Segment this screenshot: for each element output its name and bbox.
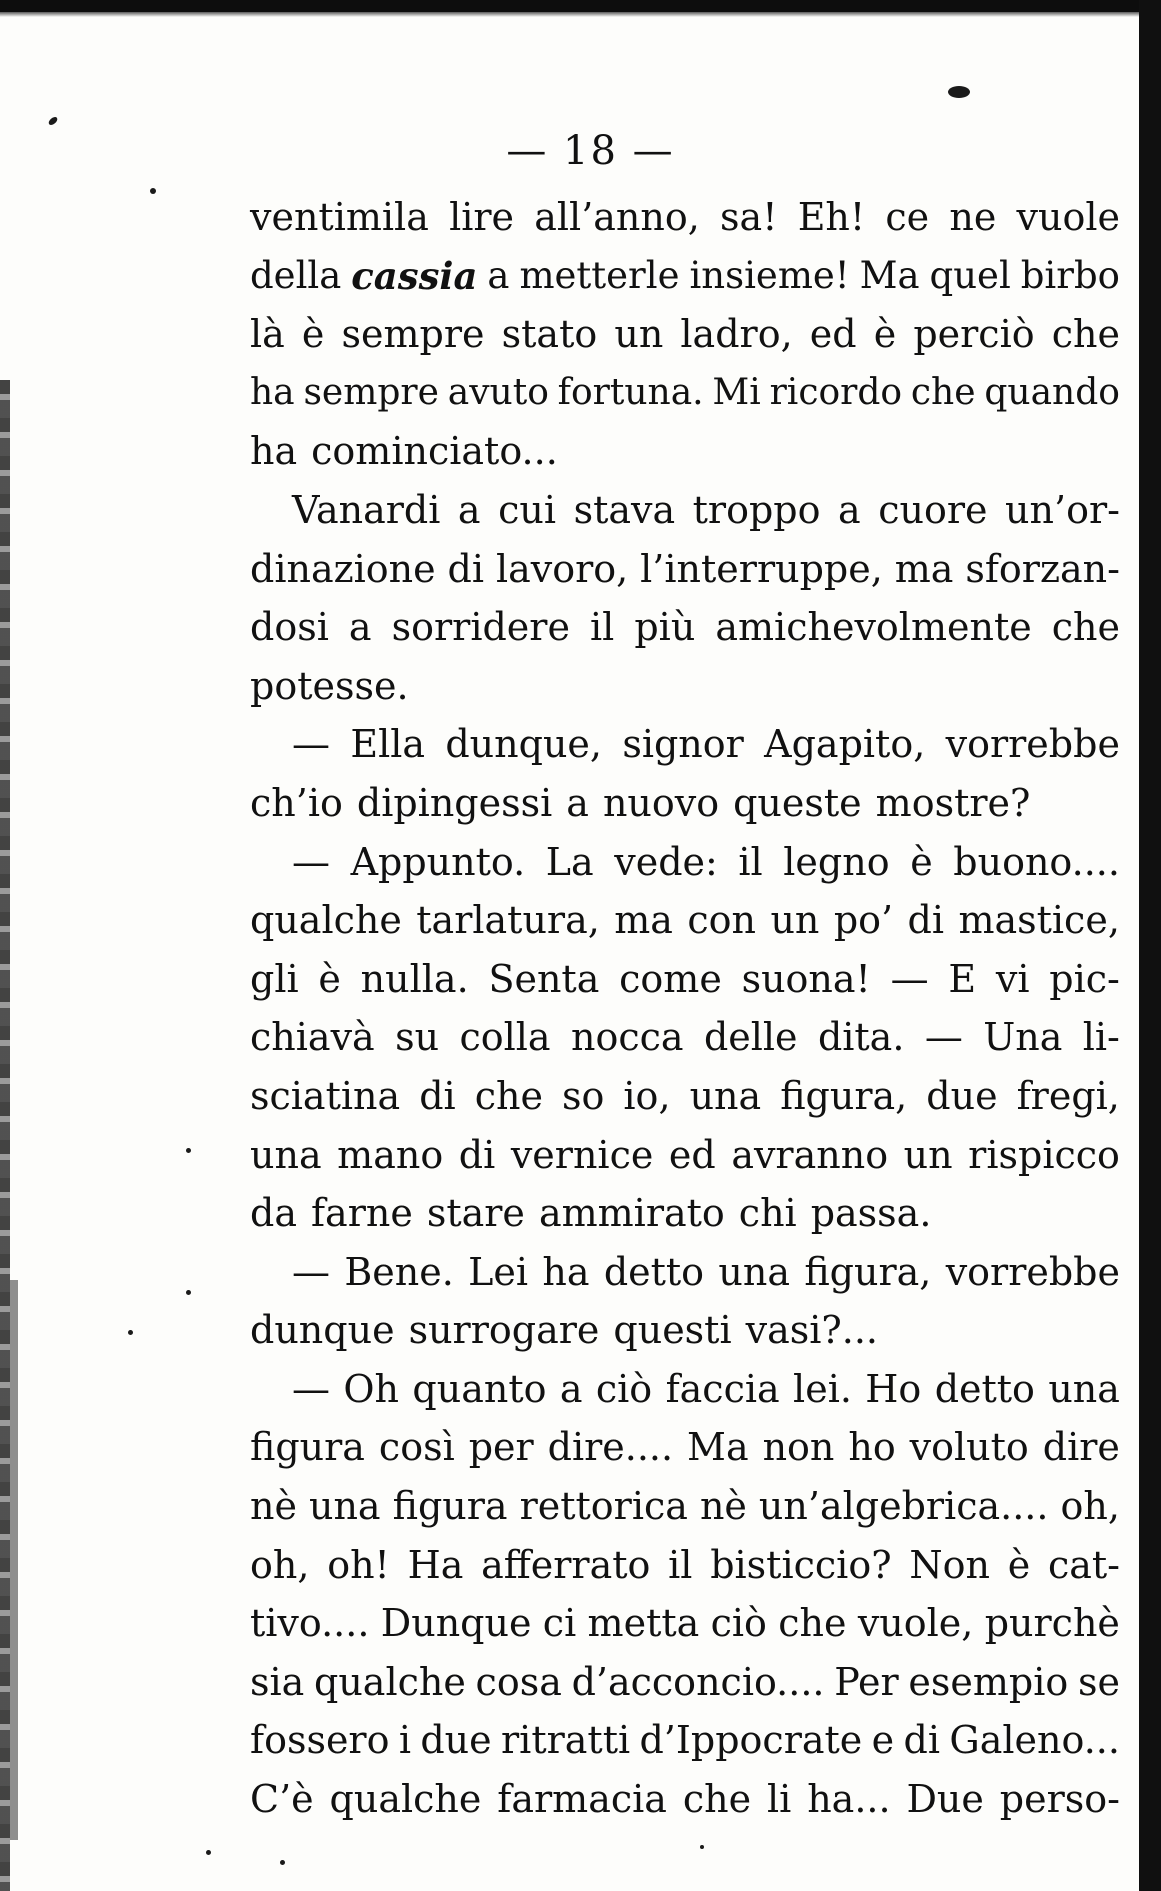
word: purchè [984, 1601, 1120, 1646]
word: sempre [303, 371, 439, 413]
word: vorrebbe [945, 1249, 1120, 1294]
word: Mi [712, 371, 761, 413]
word: che [1051, 605, 1120, 650]
scan-speck [948, 86, 970, 98]
text-line [250, 1243, 1120, 1302]
word: ha [250, 371, 295, 413]
word: se [1077, 1659, 1120, 1704]
word: — [292, 1366, 330, 1411]
word: mano [337, 1132, 444, 1177]
word: un’or- [1005, 487, 1120, 532]
word: quando [984, 371, 1120, 413]
word: più [634, 605, 696, 650]
word: mastice, [958, 898, 1120, 943]
word: perso- [999, 1777, 1120, 1822]
word: da [250, 1191, 297, 1236]
word: nulla. [360, 956, 469, 1001]
text-line [250, 422, 1120, 481]
word: Ma [687, 1425, 749, 1470]
text-line [250, 364, 1120, 423]
scan-speck [206, 1850, 211, 1855]
word: birbo [1020, 253, 1120, 297]
word: due [926, 1073, 998, 1118]
word: surrogare [408, 1308, 600, 1353]
word: vasi?... [745, 1308, 878, 1353]
text-line [250, 1477, 1120, 1536]
word: insieme! [689, 253, 850, 297]
word: figura, [780, 1073, 908, 1118]
word: è [873, 312, 897, 357]
word: ma [614, 898, 673, 943]
word: signor [622, 722, 744, 767]
word: Ma [859, 253, 920, 297]
word: è [910, 839, 933, 884]
word: stato [501, 312, 598, 357]
word: a [559, 1366, 583, 1411]
word: amichevolmente [715, 605, 1032, 650]
word: tivo.... [250, 1601, 370, 1646]
word: buono.... [953, 839, 1120, 884]
word: oh, [250, 1542, 310, 1587]
word: passa. [810, 1191, 932, 1236]
word: cuore [878, 487, 988, 532]
word: d’Ippocrate [639, 1718, 863, 1763]
text-line [250, 481, 1120, 540]
text-line [250, 1301, 1120, 1360]
word: po’ [833, 898, 894, 943]
word: che [1051, 312, 1120, 357]
word: detto [934, 1366, 1035, 1411]
text-line [250, 1418, 1120, 1477]
text-line [250, 1770, 1120, 1829]
word: ce [885, 195, 930, 239]
word: quanto [412, 1366, 547, 1411]
word: lavoro, [495, 546, 629, 591]
word: dinazione [250, 546, 436, 591]
word: faccia [665, 1366, 780, 1411]
word: figura, [804, 1249, 932, 1294]
word: cui [498, 487, 557, 532]
body-text [250, 188, 1120, 1829]
word: nuovo [602, 780, 720, 825]
word: Agapito, [764, 722, 926, 767]
word: d’acconcio.... [571, 1659, 825, 1704]
word: lire [449, 195, 515, 239]
word: chi [738, 1191, 797, 1236]
word: una [718, 1249, 790, 1294]
word: figura [250, 1425, 365, 1470]
word: quel [929, 253, 1011, 297]
word: chiavà [250, 1015, 375, 1060]
word: per [468, 1425, 534, 1470]
word: ritratti [501, 1718, 631, 1763]
word: ha [542, 1249, 590, 1294]
word: non [762, 1425, 835, 1470]
word: voluto [909, 1425, 1029, 1470]
word: di [419, 1073, 456, 1118]
word: li [767, 1777, 792, 1822]
text-line [250, 950, 1120, 1009]
word: a [838, 487, 861, 532]
word: ho [848, 1425, 896, 1470]
word: è [1007, 1542, 1031, 1587]
word: ladro, [680, 312, 793, 357]
word: stare [426, 1191, 525, 1236]
word: so [561, 1073, 605, 1118]
word: ha [250, 429, 298, 474]
word: ciò [710, 1601, 767, 1646]
word: perciò [913, 312, 1035, 357]
word: Galeno... [949, 1718, 1120, 1763]
word: troppo [692, 487, 821, 532]
word: l’interruppe, [640, 546, 883, 591]
word: Non [909, 1542, 990, 1587]
word: ch’io [250, 780, 343, 825]
word: di [907, 898, 945, 943]
word: che [910, 371, 976, 413]
page-top-shadow [0, 12, 1161, 17]
word: sforzan- [965, 546, 1120, 591]
word: Ho [865, 1366, 922, 1411]
word: rettorica [519, 1484, 688, 1529]
word: con [687, 898, 757, 943]
page-left-edge [0, 380, 10, 1891]
word: un [770, 898, 820, 943]
word: io, [623, 1073, 671, 1118]
word: farmacia [497, 1777, 667, 1822]
word: di [447, 546, 485, 591]
word: una [1048, 1366, 1120, 1411]
word: dosi [250, 605, 329, 650]
text-line [250, 540, 1120, 599]
word: ricordo [769, 371, 903, 413]
scan-speck [47, 115, 59, 126]
word: un [903, 1132, 953, 1177]
word: — [924, 1015, 963, 1060]
word: Per [834, 1659, 899, 1704]
word: ne [949, 195, 997, 239]
word: sa! [720, 195, 778, 239]
word: a [457, 487, 481, 532]
word: qualche [250, 898, 402, 943]
word: Oh [343, 1366, 400, 1411]
word: — [890, 956, 929, 1001]
word: vi [995, 956, 1030, 1001]
word: oh, [1060, 1484, 1120, 1529]
word: della [250, 253, 342, 297]
text-line [250, 774, 1120, 833]
word: queste [733, 780, 862, 825]
word: — [292, 722, 330, 767]
page-number: — 18 — [506, 128, 675, 174]
scan-speck [700, 1845, 704, 1849]
word: vuole [1016, 195, 1120, 239]
text-line [250, 1711, 1120, 1770]
word: detto [603, 1249, 705, 1294]
word: ci [542, 1601, 577, 1646]
word: e [871, 1718, 895, 1763]
text-line [250, 1067, 1120, 1126]
word: nè [250, 1484, 297, 1529]
word: ed [668, 1132, 716, 1177]
word: colla [459, 1015, 551, 1060]
word: così [378, 1425, 455, 1470]
word: ma [894, 546, 954, 591]
word: gli [250, 956, 299, 1001]
word: dita. [817, 1015, 905, 1060]
word: nocca [570, 1015, 684, 1060]
word: una [250, 1132, 322, 1177]
word: — [292, 839, 330, 884]
word: all’anno, [534, 195, 700, 239]
word: Eh! [797, 195, 866, 239]
word: che [474, 1073, 543, 1118]
word: sciatina [250, 1073, 401, 1118]
text-line [250, 305, 1120, 364]
word: una [308, 1484, 381, 1529]
word: mostre? [875, 780, 1031, 825]
word: un’algebrica.... [758, 1484, 1049, 1529]
scan-speck [128, 1330, 133, 1335]
word: vorrebbe [945, 722, 1120, 767]
word: che [682, 1777, 752, 1822]
word: Ella [350, 722, 426, 767]
word: nè [699, 1484, 747, 1529]
text-line [250, 715, 1120, 774]
word: ha... [807, 1777, 891, 1822]
word: ammirato [538, 1191, 725, 1236]
text-line [250, 188, 1120, 247]
word: Ha [407, 1542, 464, 1587]
word: Appunto. [350, 839, 526, 884]
word: dire.... [547, 1425, 674, 1470]
word: E [948, 956, 977, 1001]
word: cassia [351, 253, 478, 298]
word: farne [310, 1191, 413, 1236]
text-line [250, 598, 1120, 657]
text-line [250, 891, 1120, 950]
scan-speck [280, 1860, 285, 1865]
word: afferrato [481, 1542, 651, 1587]
scan-speck [150, 188, 156, 194]
word: su [395, 1015, 440, 1060]
word: un [614, 312, 664, 357]
word: come [619, 956, 722, 1001]
word: fortuna. [557, 371, 704, 413]
word: sia [250, 1659, 305, 1704]
word: stava [573, 487, 676, 532]
word: là [250, 312, 285, 357]
word: è [301, 312, 325, 357]
word: Bene. [344, 1249, 454, 1294]
word: pic- [1049, 956, 1120, 1001]
word: sempre [341, 312, 485, 357]
word: legno [783, 839, 890, 884]
word: Vanardi [292, 487, 441, 532]
word: qualche [314, 1659, 466, 1704]
word: delle [703, 1015, 798, 1060]
word: — [292, 1249, 330, 1294]
text-line [250, 1126, 1120, 1185]
word: lei. [793, 1366, 852, 1411]
text-line [250, 1594, 1120, 1653]
word: questi [613, 1308, 732, 1353]
word: due [420, 1718, 492, 1763]
word: vernice [510, 1132, 654, 1177]
word: Lei [468, 1249, 529, 1294]
word: Due [906, 1777, 984, 1822]
text-line [250, 1360, 1120, 1419]
text-line [250, 1653, 1120, 1712]
word: ciò [595, 1366, 653, 1411]
word: metta [587, 1601, 700, 1646]
word: i [398, 1718, 411, 1763]
word: una [689, 1073, 762, 1118]
text-line [250, 1184, 1120, 1243]
word: di [458, 1132, 496, 1177]
word: vuole, [857, 1601, 974, 1646]
word: a [487, 253, 510, 297]
text-line [250, 833, 1120, 892]
text-line [250, 657, 1120, 716]
word: cominciato... [311, 429, 558, 474]
word: cat- [1047, 1542, 1120, 1587]
word: figura [392, 1484, 508, 1529]
word: potesse. [250, 663, 409, 708]
word: sorridere [391, 605, 570, 650]
word: avuto [447, 371, 549, 413]
word: a [566, 780, 589, 825]
word: è [318, 956, 341, 1001]
word: fregi, [1016, 1073, 1120, 1118]
word: che [778, 1601, 847, 1646]
word: fossero [250, 1718, 390, 1763]
scan-speck [186, 1148, 191, 1153]
word: bisticcio? [710, 1542, 892, 1587]
word: qualche [329, 1777, 482, 1822]
scan-speck [186, 1290, 191, 1295]
word: esempio [908, 1659, 1069, 1704]
word: di [903, 1718, 940, 1763]
word: ventimila [250, 195, 429, 239]
word: vede: [614, 839, 718, 884]
word: La [545, 839, 594, 884]
word: avranno [731, 1132, 889, 1177]
word: dunque, [445, 722, 602, 767]
word: rispicco [968, 1132, 1120, 1177]
page-left-edge-lower [10, 1280, 18, 1840]
word: C’è [250, 1777, 314, 1822]
word: Senta [488, 956, 600, 1001]
page-binding-edge [1139, 0, 1161, 1891]
text-line [250, 1008, 1120, 1067]
word: li- [1082, 1015, 1120, 1060]
word: Dunque [380, 1601, 532, 1646]
word: tarlatura, [416, 898, 600, 943]
text-line [250, 1536, 1120, 1595]
word: il [668, 1542, 693, 1587]
word: a [348, 605, 372, 650]
word: dire [1042, 1425, 1120, 1470]
word: dipingessi [356, 780, 553, 825]
word: ed [809, 312, 857, 357]
word: suona! [741, 956, 871, 1001]
word: Una [983, 1015, 1063, 1060]
page-top-edge [0, 0, 1161, 12]
word: cosa [475, 1659, 562, 1704]
word: oh! [327, 1542, 390, 1587]
word: il [738, 839, 763, 884]
word: metterle [519, 253, 680, 297]
word: il [590, 605, 615, 650]
text-line [250, 247, 1120, 306]
word: dunque [250, 1308, 395, 1353]
